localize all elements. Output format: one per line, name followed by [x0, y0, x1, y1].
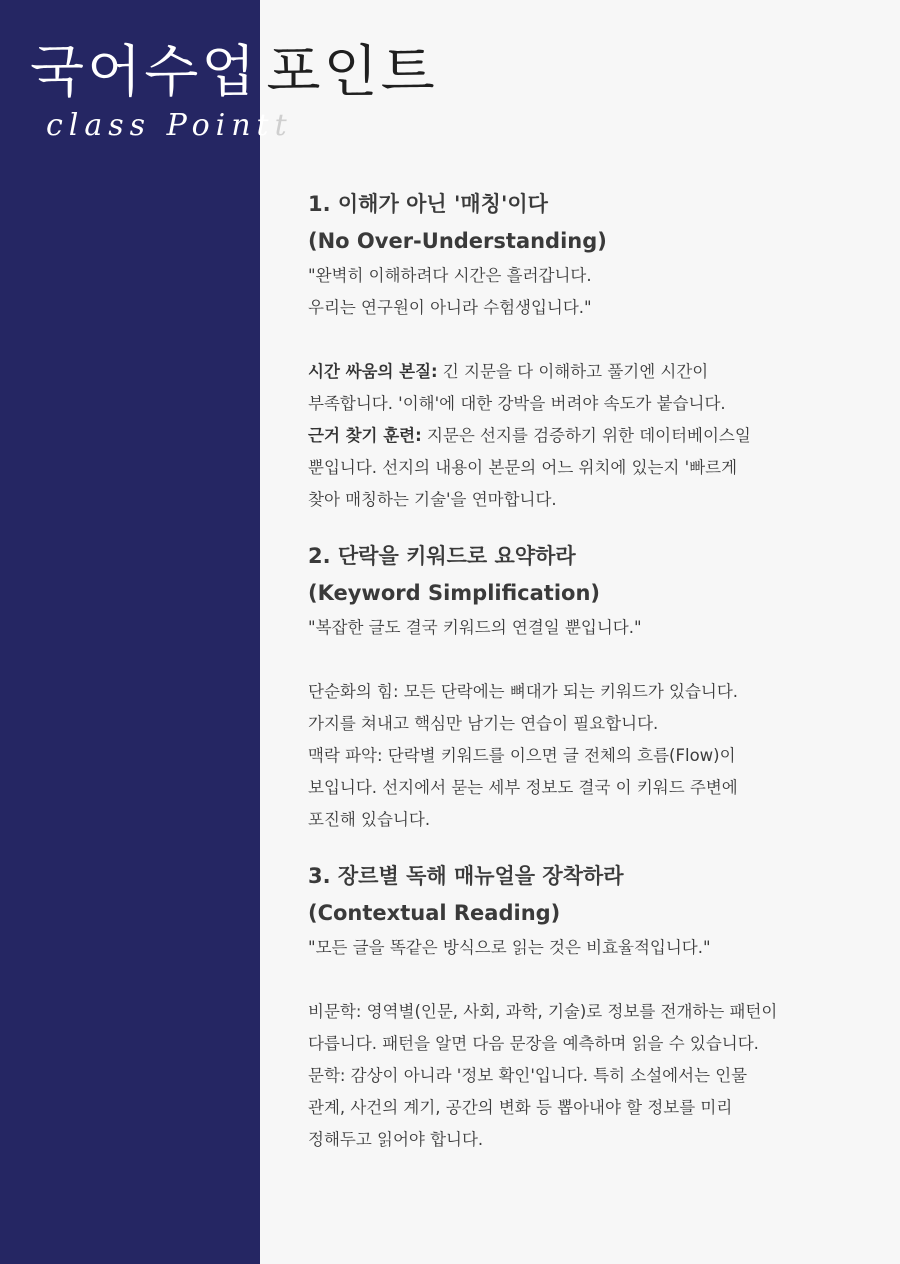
- paragraph-line: 비문학: 영역별(인문, 사회, 과학, 기술)로 정보를 전개하는 패턴이: [308, 1002, 778, 1021]
- paragraph-line: 가지를 쳐내고 핵심만 남기는 연습이 필요합니다.: [308, 714, 659, 733]
- section-heading-en: (No Over-Understanding): [308, 229, 607, 253]
- main-title: [30, 38, 438, 108]
- section-paragraph: [308, 420, 868, 516]
- section-3: [308, 858, 868, 1156]
- paragraph-line: 뿐입니다. 선지의 내용이 본문의 어느 위치에 있는지 '빠르게: [308, 458, 738, 477]
- quote-line: "완벽히 이해하려다 시간은 흘러갑니다.: [308, 266, 592, 285]
- subtitle-light: class Point: [46, 108, 275, 143]
- title-light: 국어수업: [30, 40, 259, 105]
- section-heading: 2. 단락을 키워드로 요약하라: [308, 544, 576, 568]
- section-heading: 1. 이해가 아닌 '매칭'이다: [308, 192, 548, 216]
- section-paragraph: [308, 676, 868, 740]
- paragraph-line: 부족합니다. '이해'에 대한 강박을 버려야 속도가 붙습니다.: [308, 394, 726, 413]
- paragraph-label: 시간 싸움의 본질:: [308, 362, 438, 381]
- paragraph-line: 관계, 사건의 계기, 공간의 변화 등 뽑아내야 할 정보를 미리: [308, 1098, 733, 1117]
- section-1: [308, 186, 868, 516]
- paragraph-line: 정해두고 읽어야 합니다.: [308, 1130, 484, 1149]
- content-area: [308, 186, 868, 1178]
- quote-line: "복잡한 글도 결국 키워드의 연결일 뿐입니다.": [308, 618, 642, 637]
- section-heading-en: (Keyword Simplification): [308, 581, 600, 605]
- paragraph-label: 근거 찾기 훈련:: [308, 426, 422, 445]
- paragraph-line: 지문은 선지를 검증하기 위한 데이터베이스일: [421, 426, 751, 445]
- section-paragraph: [308, 996, 868, 1060]
- subtitle: [46, 108, 293, 143]
- section-heading-en: (Contextual Reading): [308, 901, 561, 925]
- quote-line: "모든 글을 똑같은 방식으로 읽는 것은 비효율적입니다.": [308, 938, 711, 957]
- paragraph-line: 단순화의 힘: 모든 단락에는 뼈대가 되는 키워드가 있습니다.: [308, 682, 739, 701]
- paragraph-line: 맥락 파악: 단락별 키워드를 이으면 글 전체의 흐름(Flow)이: [308, 746, 736, 765]
- section-2: [308, 538, 868, 836]
- section-paragraph: [308, 1060, 868, 1156]
- paragraph-line: 문학: 감상이 아니라 '정보 확인'입니다. 특히 소설에서는 인물: [308, 1066, 748, 1085]
- subtitle-dark: t: [274, 108, 293, 143]
- title-dark: 포인트: [266, 40, 438, 105]
- paragraph-line: 포진해 있습니다.: [308, 810, 431, 829]
- paragraph-line: 다릅니다. 패턴을 알면 다음 문장을 예측하며 읽을 수 있습니다.: [308, 1034, 759, 1053]
- section-quote: [308, 932, 868, 964]
- section-quote: [308, 612, 868, 644]
- paragraph-line: 보입니다. 선지에서 묻는 세부 정보도 결국 이 키워드 주변에: [308, 778, 738, 797]
- quote-line: 우리는 연구원이 아니라 수험생입니다.": [308, 298, 592, 317]
- section-heading: 3. 장르별 독해 매뉴얼을 장착하라: [308, 864, 624, 888]
- section-paragraph: [308, 356, 868, 420]
- page-title: [30, 38, 438, 108]
- section-quote: [308, 260, 868, 324]
- section-paragraph: [308, 740, 868, 836]
- paragraph-line: 찾아 매칭하는 기술'을 연마합니다.: [308, 490, 557, 509]
- paragraph-line: 긴 지문을 다 이해하고 풀기엔 시간이: [437, 362, 709, 381]
- side-panel: [0, 0, 260, 1264]
